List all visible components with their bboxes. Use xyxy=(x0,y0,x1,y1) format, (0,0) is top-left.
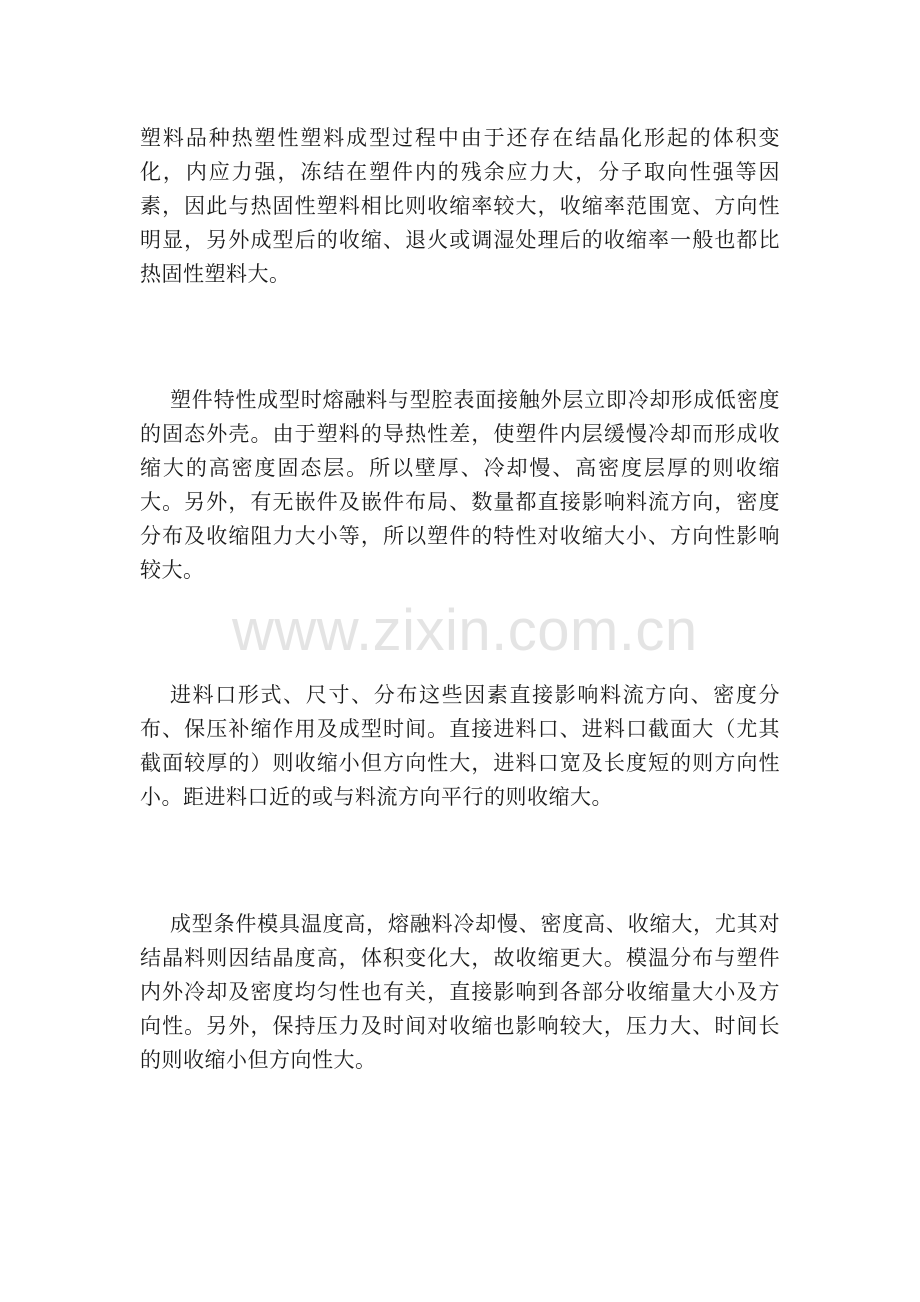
paragraph-gate-design: 进料口形式、尺寸、分布这些因素直接影响料流方向、密度分布、保压补缩作用及成型时间。直接进料口、进料口截面大（尤其截面较厚的）则收缩小但方向性大，进料口宽及长度短的则方向性小。距进料口近的或与料流方向平行的则收缩大。 xyxy=(140,683,780,809)
paragraph-molding-conditions: 成型条件模具温度高，熔融料冷却慢、密度高、收缩大，尤其对结晶料则因结晶度高，体积变化大，故收缩更大。模温分布与塑件内外冷却及密度均匀性也有关，直接影响到各部分收缩量大小及方向性。另外，保持压力及时间对收缩也影响较大，压力大、时间长的则收缩小但方向性大。 xyxy=(140,912,780,1072)
paragraph-part-characteristics: 塑件特性成型时熔融料与型腔表面接触外层立即冷却形成低密度的固态外壳。由于塑料的导热性差，使塑件内层缓慢冷却而形成收缩大的高密度固态层。所以壁厚、冷却慢、高密度层厚的则收缩大。另外，有无嵌件及嵌件布局、数量都直接影响料流方向，密度分布及收缩阻力大小等，所以塑件的特性对收缩大小、方向性影响较大。 xyxy=(140,388,780,582)
watermark: www.zixin.com.cn xyxy=(232,598,698,663)
paragraph-plastic-variety: 塑料品种热塑性塑料成型过程中由于还存在结晶化形起的体积变化，内应力强，冻结在塑件内的残余应力大，分子取向性强等因素，因此与热固性塑料相比则收缩率较大，收缩率范围宽、方向性明显，另外成型后的收缩、退火或调湿处理后的收缩率一般也都比热固性塑料大。 xyxy=(140,126,780,286)
